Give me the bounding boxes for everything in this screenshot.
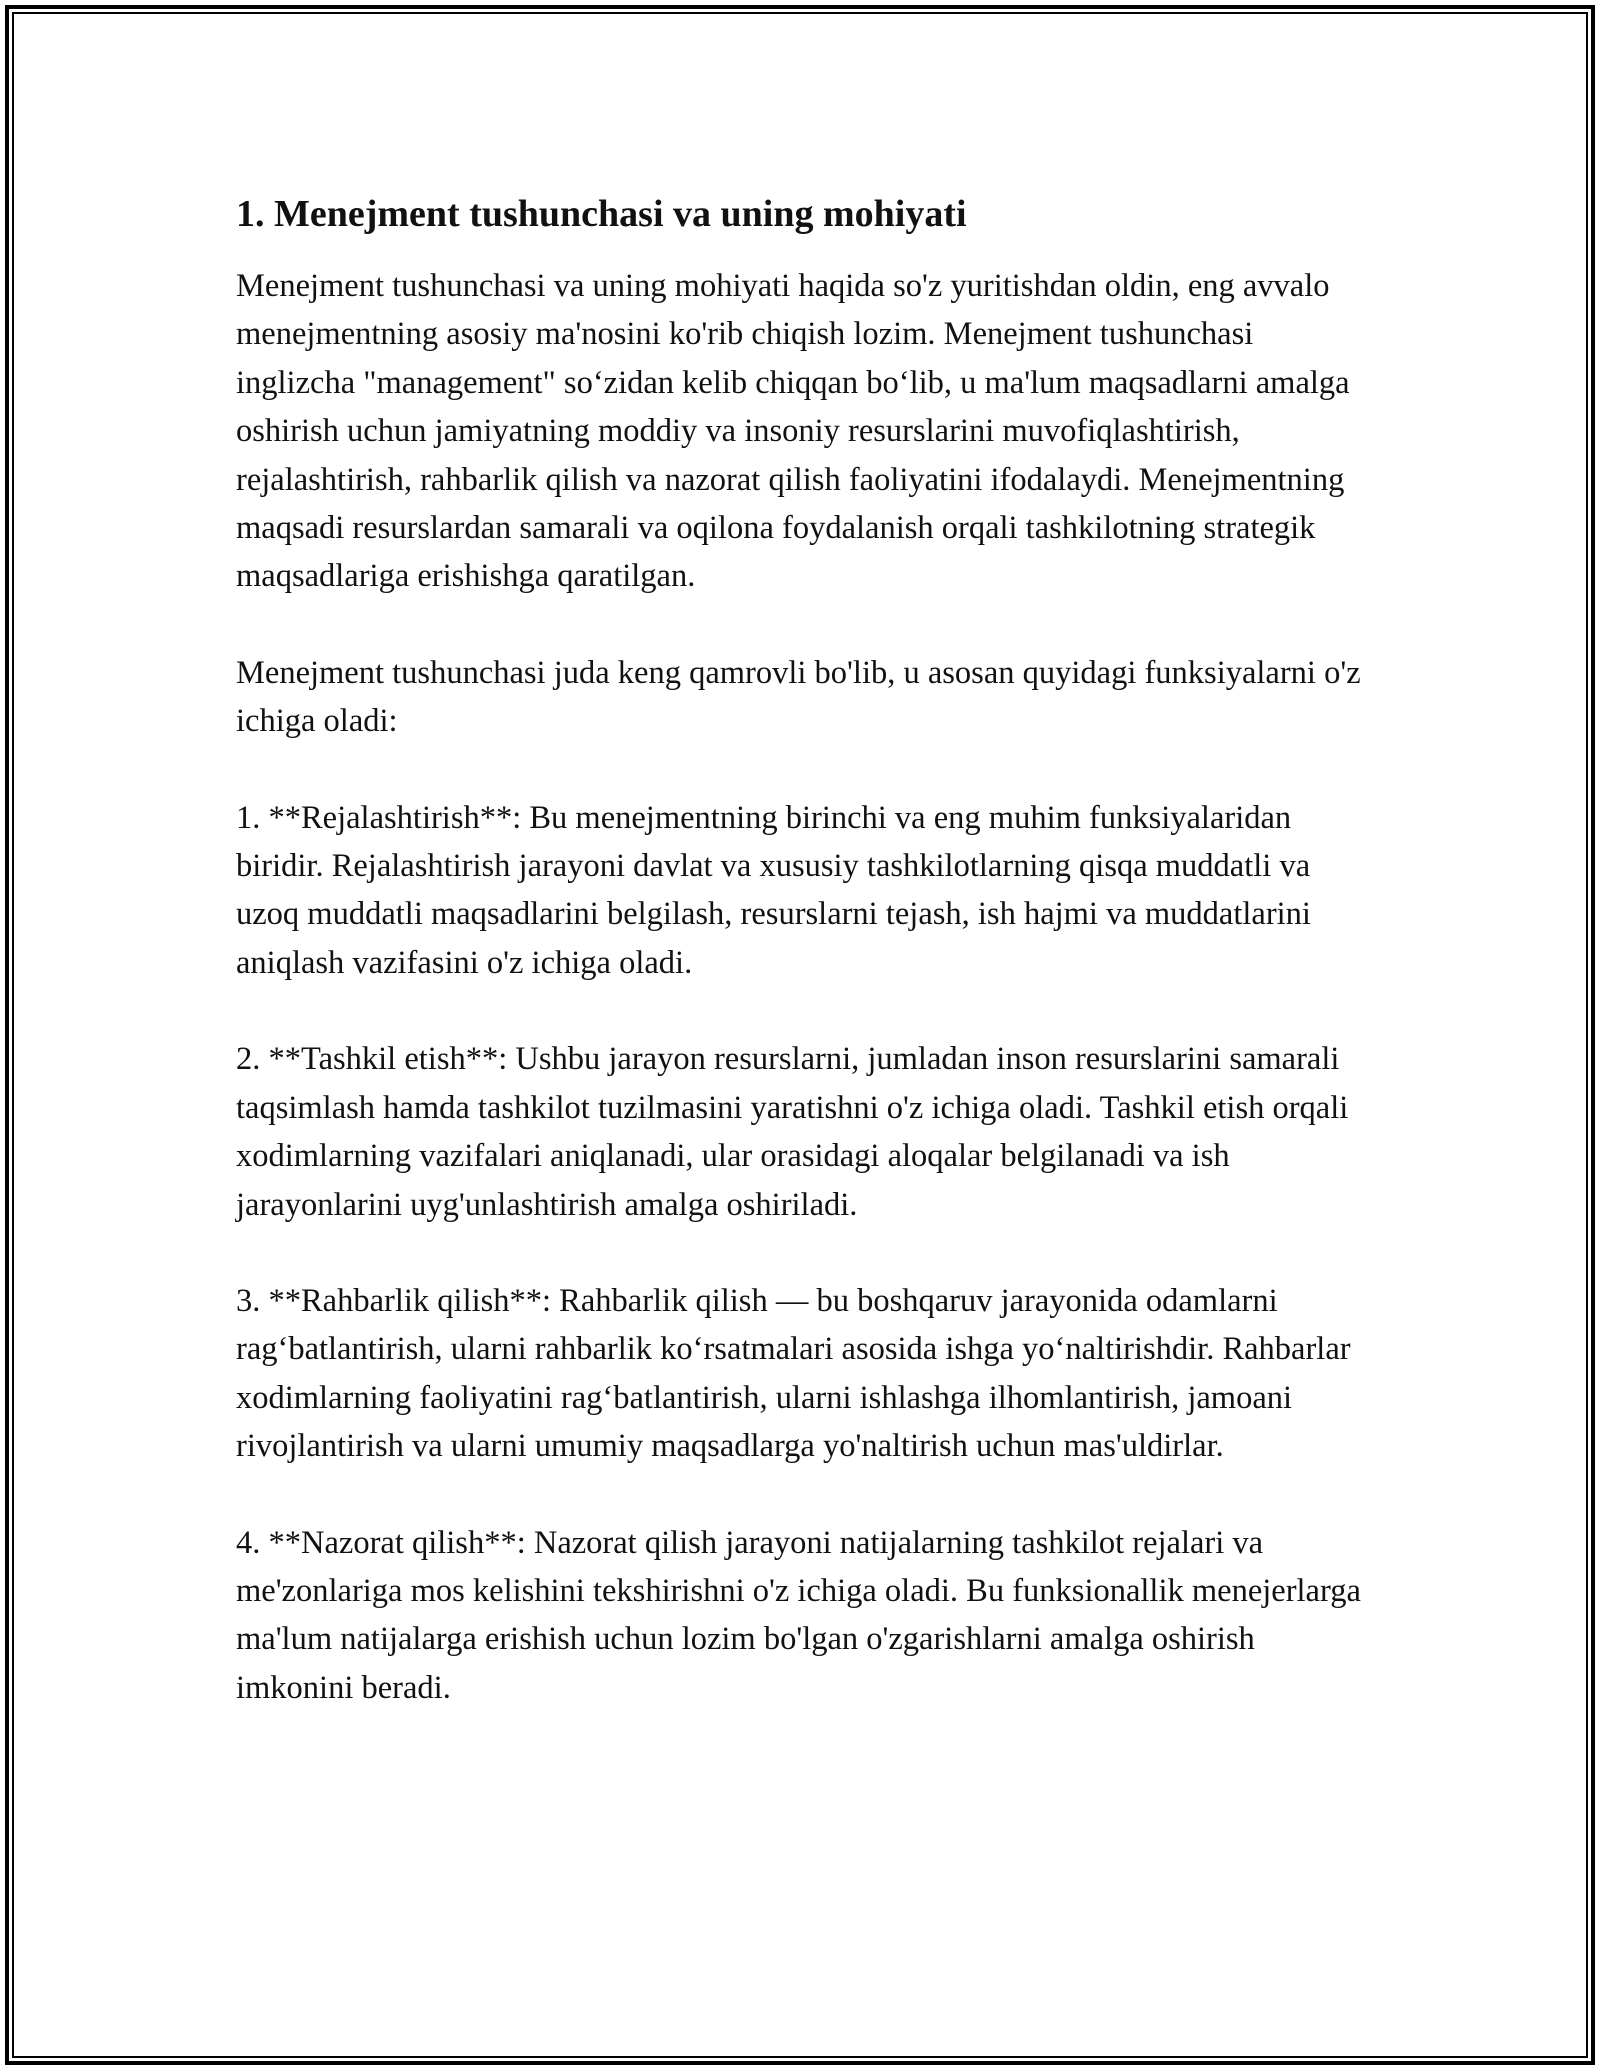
section-title: 1. Menejment tushunchasi va uning mohiyati <box>236 193 967 235</box>
functions-intro-paragraph: Menejment tushunchasi juda keng qamrovli bo'lib, u asosan quyidagi funksiyalarni o'z ichiga oladi: <box>236 654 1361 740</box>
intro-paragraph: Menejment tushunchasi va uning mohiyati haqida so'z yuritishdan oldin, eng avvalo menejmentning asosiy ma'nosini ko'rib chiqish lozim. Menejment tushunchasi inglizcha "management" so‘zidan kelib chiqqan bo‘lib, u ma'lum maqsadlarni amalga oshirish uchun jamiyatning moddiy va insoniy resurslarini muvofiqlashtirish, rejalashtirish, rahbarlik qilish va nazorat qilish faoliyatini ifodalaydi. Menejmentning maqsadi resurslardan samarali va oqilona foydalanish orqali tashkilotning strategik maqsadlariga erishishga qaratilgan. <box>236 268 1350 595</box>
function-planning-paragraph: 1. **Rejalashtirish**: Bu menejmentning birinchi va eng muhim funksiyalaridan biridir. Rejalashtirish jarayoni davlat va xususiy tashkilotlarning qisqa muddatli va uzoq muddatli maqsadlarini belgilash, resurslarni tejash, ish hajmi va muddatlarini aniqlash vazifasini o'z ichiga oladi. <box>236 799 1311 981</box>
document-body <box>236 186 1376 1712</box>
function-leading-paragraph: 3. **Rahbarlik qilish**: Rahbarlik qilish — bu boshqaruv jarayonida odamlarni rag‘batlantirish, ularni rahbarlik ko‘rsatmalari asosida ishga yo‘naltirishdir. Rahbarlar xodimlarning faoliyatini rag‘batlantirish, ularni ishlashga ilhomlantirish, jamoani rivojlantirish va ularni umumiy maqsadlarga yo'naltirish uchun mas'uldirlar. <box>236 1282 1351 1465</box>
function-organizing-paragraph: 2. **Tashkil etish**: Ushbu jarayon resurslarni, jumladan inson resurslarini samarali taqsimlash hamda tashkilot tuzilmasini yaratishni o'z ichiga oladi. Tashkil etish orqali xodimlarning vazifalari aniqlanadi, ular orasidagi aloqalar belgilanadi va ish jarayonlarini uyg'unlashtirish amalga oshiriladi. <box>236 1041 1349 1223</box>
function-controlling-paragraph: 4. **Nazorat qilish**: Nazorat qilish jarayoni natijalarning tashkilot rejalari va me'zonlariga mos kelishini tekshirishni o'z ichiga oladi. Bu funksionallik menejerlarga ma'lum natijalarga erishish uchun lozim bo'lgan o'zgarishlarni amalga oshirish imkonini beradi. <box>236 1524 1361 1706</box>
